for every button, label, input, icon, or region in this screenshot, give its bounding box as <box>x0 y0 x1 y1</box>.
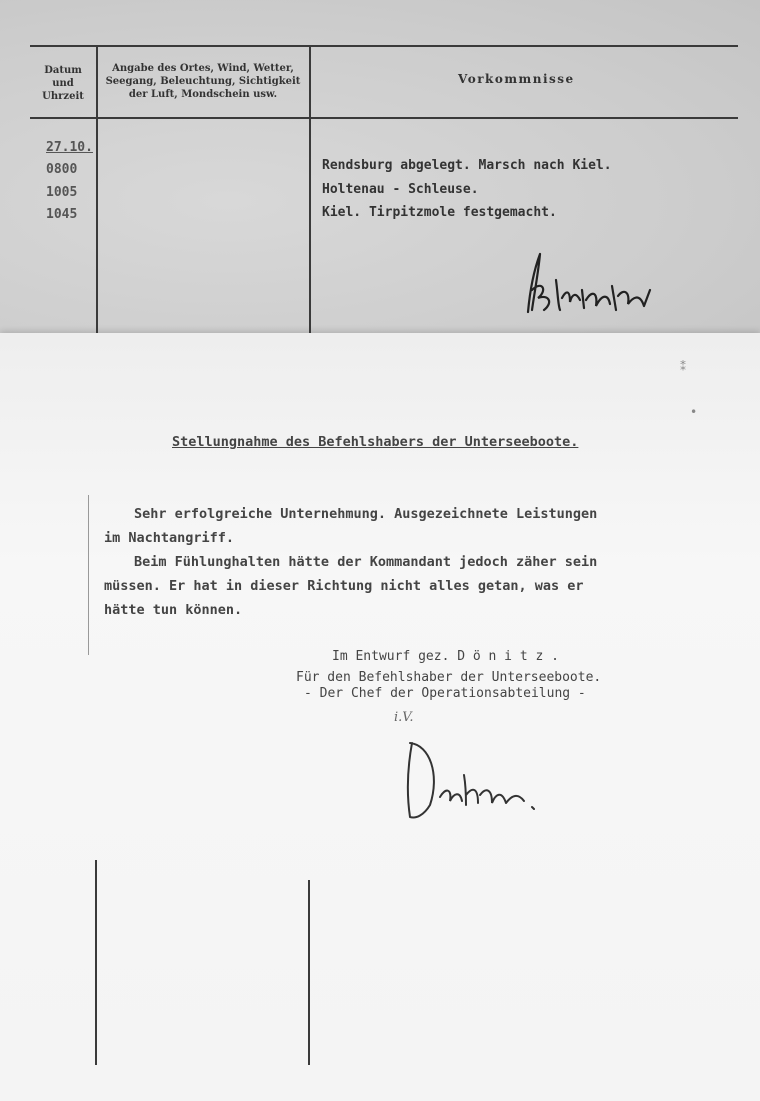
header-location-line-2: Seegang, Beleuchtung, Sichtigkeit <box>105 76 301 87</box>
table-divider-1-lower <box>95 860 97 1065</box>
table-divider-2-lower <box>308 880 310 1065</box>
statement-line-2: im Nachtangriff. <box>104 530 235 546</box>
log-event-3: Kiel. Tirpitzmole festgemacht. <box>322 205 557 220</box>
table-top-rule <box>30 45 738 47</box>
log-event-1: Rendsburg abgelegt. Marsch nach Kiel. <box>322 158 612 173</box>
statement-line-3: Beim Fühlunghalten hätte der Kommandant jedoch zäher sein <box>134 554 598 570</box>
header-location-weather <box>100 62 306 101</box>
chief-signature <box>400 735 545 825</box>
chief-operations-line: - Der Chef der Operationsabteilung - <box>304 686 586 701</box>
statement-line-4: müssen. Er hat in dieser Richtung nicht alles getan, was er <box>104 578 584 594</box>
statement-title: Stellungnahme des Befehlshabers der Unterseeboote. <box>172 434 579 450</box>
log-time-3: 1045 <box>46 207 78 222</box>
header-events: Vorkommnisse <box>458 72 575 86</box>
statement-line-1: Sehr erfolgreiche Unternehmung. Ausgezeichnete Leistungen <box>134 506 598 522</box>
on-behalf-line: Für den Befehlshaber der Unterseeboote. <box>296 670 602 685</box>
header-time-line: Uhrzeit <box>42 91 84 102</box>
header-location-line-1: Angabe des Ortes, Wind, Wetter, <box>112 63 294 74</box>
header-date-line: Datum <box>44 65 82 76</box>
commander-signature <box>520 250 655 320</box>
header-date-time <box>32 64 94 103</box>
log-event-2: Holtenau - Schleuse. <box>322 182 479 197</box>
margin-trace <box>88 495 89 655</box>
log-time-2: 1005 <box>46 185 78 200</box>
header-and-line: und <box>52 78 74 89</box>
margin-mark-1: ⁑ <box>680 360 686 374</box>
draft-signed-line: Im Entwurf gez. D ö n i t z . <box>332 649 559 664</box>
table-divider-1 <box>96 47 98 333</box>
log-time-1: 0800 <box>46 162 78 177</box>
log-date: 27.10. <box>46 140 93 155</box>
iv-note: i.V. <box>394 710 414 725</box>
statement-line-5: hätte tun können. <box>104 602 243 618</box>
table-header-rule <box>30 117 738 119</box>
margin-mark-2: • <box>690 405 698 419</box>
header-location-line-3: der Luft, Mondschein usw. <box>128 89 278 100</box>
table-divider-2 <box>309 47 311 333</box>
